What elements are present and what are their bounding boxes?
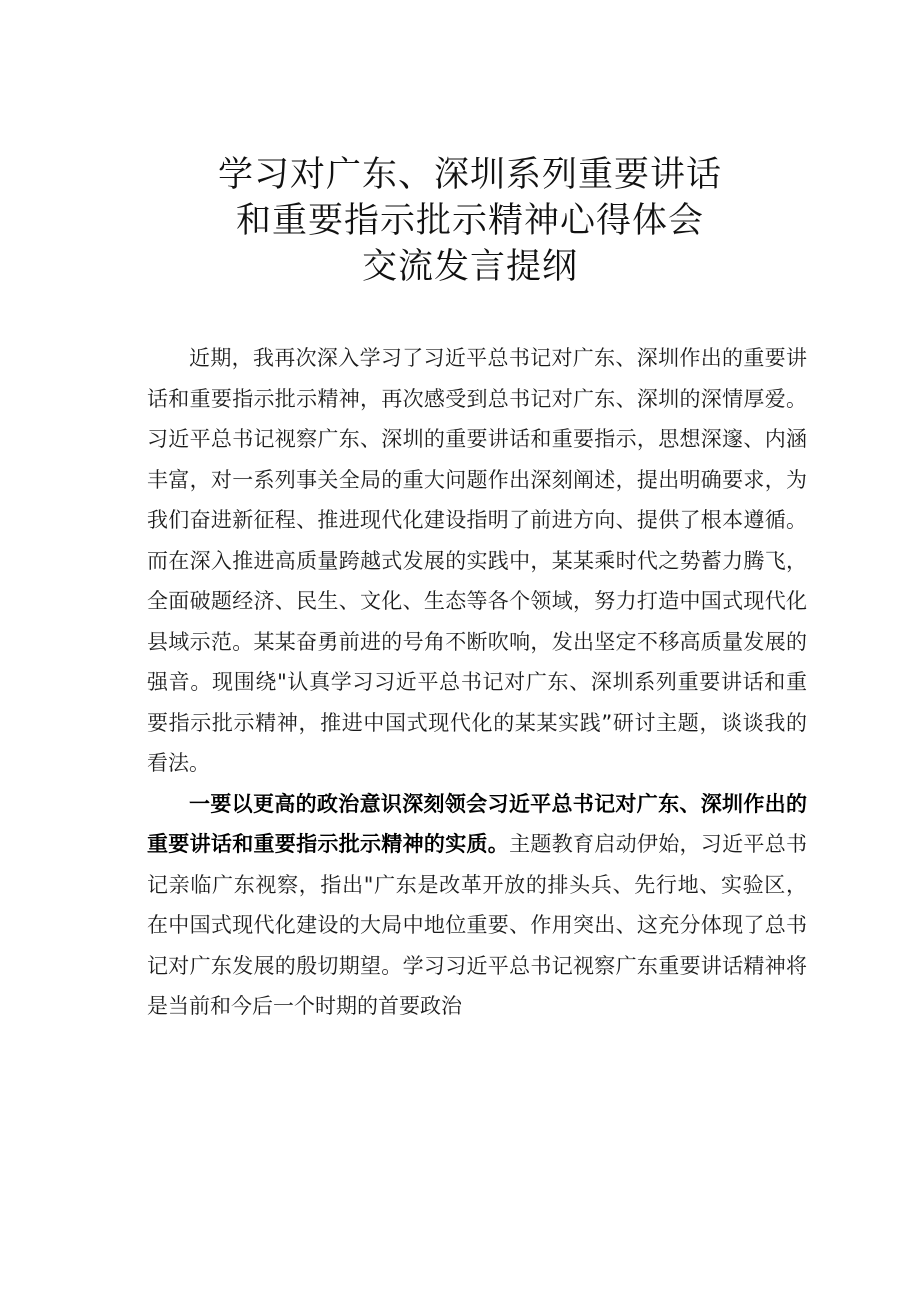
document-title — [120, 152, 820, 290]
paragraph-intro: 近期，我再次深入学习了习近平总书记对广东、深圳作出的重要讲话和重要指示批示精神，再次感受到总书记对广东、深圳的深情厚爱。习近平总书记视察广东、深圳的重要讲话和重要指示，思想深邃、内涵丰富，对一系列事关全局的重大问题作出深刻阐述，提出明确要求，为我们奋进新征程、推进现代化建设指明了前进方向、提供了根本遵循。而在深入推进高质量跨越式发展的实践中，某某乘时代之势蓄力腾飞，全面破题经济、民生、文化、生态等各个领域，努力打造中国式现代化县域示范。某某奋勇前进的号角不断吹响，发出坚定不移高质量发展的强音。现围绕"认真学习习近平总书记对广东、深圳系列重要讲话和重要指示批示精神，推进中国式现代化的某某实践”研讨主题，谈谈我的看法。 — [147, 346, 807, 775]
document-body — [147, 338, 807, 1027]
paragraph-point-one-heading: 一要以更高的政治意识深刻领会习近平总书记对广东、深圳作出的重要讲话和重要指示批示精神的实质。 — [147, 791, 807, 856]
title-line-3: 交流发言提纲 — [361, 247, 578, 287]
paragraph-point-one — [147, 784, 807, 1027]
paragraph-point-one-text: 主题教育启动伊始，习近平总书记亲临广东视察，指出"广东是改革开放的排头兵、先行地、实验区，在中国式现代化建设的大局中地位重要、作用突出、这充分体现了总书记对广东发展的殷切期望。学习习近平总书记视察广东重要讲话精神将是当前和今后一个时期的首要政治 — [147, 832, 808, 1018]
title-line-1: 学习对广东、深圳系列重要讲话 — [217, 155, 722, 195]
title-line-2: 和重要指示批示精神心得体会 — [235, 201, 704, 241]
